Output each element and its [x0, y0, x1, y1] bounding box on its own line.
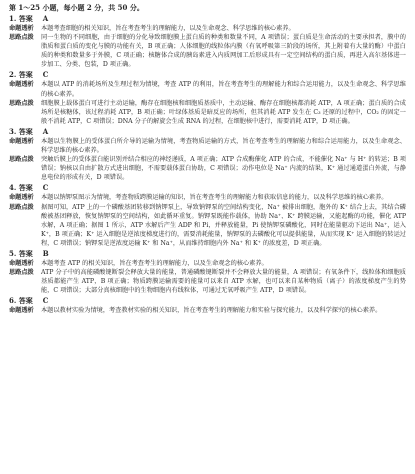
answer-item-4 [9, 183, 406, 248]
point-label: 命题透析 [9, 137, 34, 145]
answer-line [9, 249, 406, 259]
ideas-text: ATP 分子中的高能磷酸键断裂会释放大量的能量，普通磷酸键断裂并不会释放大量的能量，A 项错误；有氧条件下，线粒体和细胞质基质都能产生 ATP，B 项正确；物质跨膜运输需要的能量可以来自 ATP 水解，也可以来自某种物质（离子）的浓度梯度产生的势能，C 项错误；大部分真核细胞中的生物细胞内有线粒体，可通过无氧呼吸产生 ATP，D 项错误。 [41, 269, 406, 295]
point-label: 命题透析 [9, 81, 34, 89]
answer-letter: C [42, 296, 49, 306]
answer-label: 答案 [18, 126, 33, 136]
answer-letter: C [42, 183, 49, 193]
point-text: 本题以生物膜上的受体蛋白所介导的运输为情境，考查物质运输的方式，旨在考查考生的理解能力和综合运用能力，以及生命观念、科学思维的核心素养。 [41, 137, 406, 155]
answer-label: 答案 [18, 183, 33, 193]
section-intro: 第 1～25 小题，每小题 2 分，共 50 分。 [9, 3, 144, 12]
ideas-text: 据图可知，ATP 上的一个磷酸基团转移到钠钾泵上，导致钠钾泵的空间结构变化，Na⁺ 被排出细胞，胞外的 K⁺ 结合上去，其结合磷酸被基团释放，恢复钠钾泵的空间结构，如此循环重复。钠钾泵既能作载体，协助 Na⁺、K⁺ 跨膜运输，又能起酶的功能，催化 ATP 水解，A 项正确；据图 1 所示，ATP 水解后产生 ADP 和 Pi，并释放能量，Pi 使钠钾泵磷酸化，同时在能量驱动下运出 Na⁺，运入 K⁺，B 项正确；K⁺ 运入细胞是逆浓度梯度进行的，需要消耗能量，钠钾泵的去磷酸化可以提供能量，从而实现 K⁺ 运入细胞的转运过程，C 项错误；钠钾泵是逆浓度运输 K⁺ 和 Na⁺，从而维持细胞内外 Na⁺ 和 K⁺ 的浓度差，D 项正确。 [41, 203, 406, 247]
answer-label: 答案 [18, 70, 33, 80]
point-text: 本题考查细胞的相关知识，旨在考查考生的理解能力，以及生命观念、科学思维的核心素养。 [41, 25, 295, 32]
question-number: 6. [9, 296, 17, 306]
point-text: 本题以教材实验为情境，考查教材实验的相关知识，旨在考查考生的理解能力和实验与探究能力，以及科学探究的核心素养。 [41, 307, 382, 315]
answer-item-2 [9, 70, 406, 125]
ideas-text: 突触后膜上的受体蛋白能识别并结合相应的神经递质，A 项正确；ATP 合成酶催化 ATP 的合成，不能催化 Na⁺ 与 H⁺ 的转运；B 项错误；钠核以自由扩散方式进出细胞，不需要载体蛋白协助，C 项错误；动作电位是 Na⁺ 内流的结果，K⁺ 通过通道蛋白外流，与静息电位的形成有关，D 项错误。 [41, 156, 406, 182]
ideas-row [9, 155, 406, 182]
answer-letter: B [42, 248, 49, 258]
ideas-label: 思路点拨 [9, 156, 34, 164]
point-text: 本题以 ATP 的消耗场所及生理过程为情境，考查 ATP 的利用，旨在考查考生的理解能力和综合运用能力，以及生命观念、科学思维的核心素养。 [41, 81, 406, 98]
answer-label: 答案 [18, 248, 33, 258]
question-number: 5. [9, 248, 17, 258]
point-row [9, 137, 406, 155]
point-row [9, 24, 406, 33]
answer-item-3 [9, 127, 406, 182]
question-number: 2. [9, 70, 17, 80]
point-label: 命题透析 [9, 259, 34, 267]
ideas-text: 细胞膜上载体蛋白可进行主动运输，酶存在细胞核和细胞质基质中，主动运输、酶存在细胞核都消耗 ATP，A 项正确；蛋白质的合成场所是核糖体，该过程消耗 ATP，B 项正确；叶绿体基质是暗反应的场所，但其消耗 ATP 发生在 C₃ 还原的过程中，CO₂ 的固定一般不消耗 ATP，C 项错误；DNA 分子的解旋会生成 RNA 的过程，在细胞核中进行，需要消耗 ATP，D 项正确。 [41, 99, 406, 125]
ideas-row [9, 268, 406, 295]
answer-line [9, 183, 406, 193]
question-number: 4. [9, 183, 17, 193]
ideas-row [9, 99, 406, 126]
ideas-label: 思路点拨 [9, 269, 34, 277]
point-label: 命题透析 [9, 194, 34, 202]
ideas-row [9, 33, 406, 69]
answer-letter: A [42, 14, 49, 23]
answer-letter: C [42, 70, 49, 80]
answer-letter: A [42, 126, 49, 136]
answer-line [9, 296, 406, 306]
answer-line [9, 14, 406, 24]
ideas-label: 思路点拨 [9, 203, 34, 211]
answer-line [9, 127, 406, 137]
answer-item-6 [9, 296, 406, 315]
question-number: 3. [9, 126, 17, 136]
answer-item-1 [9, 14, 406, 69]
ideas-row [9, 203, 406, 248]
answer-line [9, 70, 406, 80]
answer-label: 答案 [18, 296, 33, 306]
point-label: 命题透析 [9, 307, 34, 315]
point-row [9, 193, 406, 202]
point-row [9, 259, 406, 268]
point-row [9, 80, 406, 98]
point-text: 本题考查 ATP 的相关知识，旨在考查考生的理解能力，以及生命观念的核心素养。 [41, 259, 268, 267]
ideas-label: 思路点拨 [9, 34, 34, 42]
point-text: 本题以钠钾泵图示为情境，考查物质跨膜运输的知识，旨在考查考生的理解能力和获取信息的能力，以及科学思维的核心素养。 [41, 194, 388, 202]
answer-item-5 [9, 249, 406, 295]
answer-label: 答案 [18, 14, 33, 23]
point-row [9, 306, 406, 315]
ideas-text: 同一生物的不同细胞，由于细胞的分化导致细胞膜上蛋白质的种类和数量不同，A 项错误；蛋白质是生命活动的主要承担者，膜中的脂质和蛋白质的变化与膜的功能有关，B 项正确；人体细胞的线粒体内膜（有氧呼吸第三阶段的场所，其上附着有大量的酶）中蛋白质的种类和数量多于外膜，C 项正确；核糖体合成的胰岛素进入内质网加工后形成具有一定空间结构的蛋白质，再进入高尔基体进一步加工、分类、包装，D 项正确。 [41, 34, 406, 69]
question-number: 1. [9, 14, 17, 23]
point-label: 命题透析 [9, 25, 34, 32]
ideas-label: 思路点拨 [9, 99, 34, 107]
